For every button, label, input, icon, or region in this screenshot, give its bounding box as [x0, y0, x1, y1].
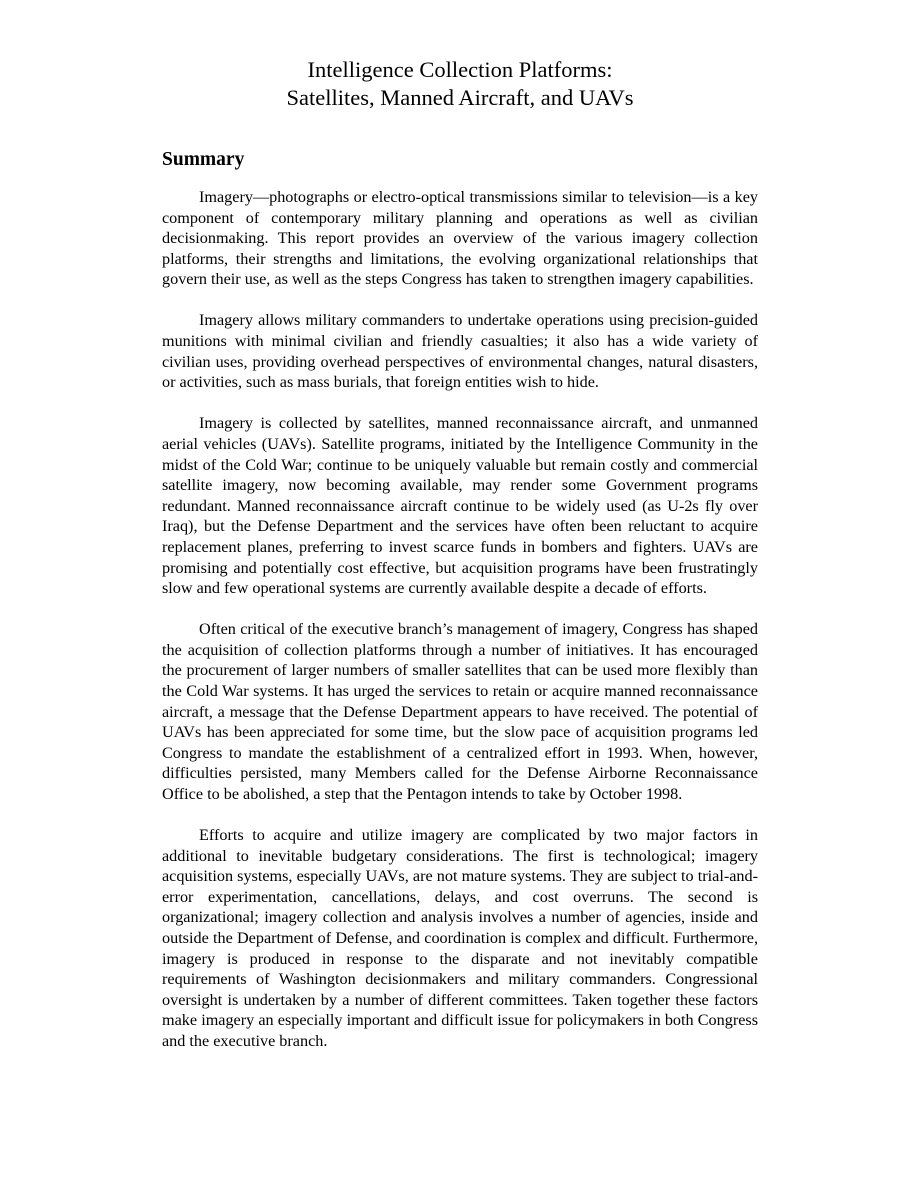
- title-line-1: Intelligence Collection Platforms:: [307, 57, 613, 82]
- summary-heading: Summary: [162, 149, 245, 170]
- paragraph-4: Often critical of the executive branch’s management of imagery, Congress has shaped the acquisition of collection platforms through a number of initiatives. It has encouraged the procurement of larger numbers of smaller satellites that can be used more flexibly than the Cold War systems. It has urged the services to retain or acquire manned reconnaissance aircraft, a message that the Defense Department appears to have received. The potential of UAVs has been appreciated for some time, but the slow pace of acquisition programs led Congress to mandate the establishment of a centralized effort in 1993. When, however, difficulties persisted, many Members called for the Defense Airborne Reconnaissance Office to be abolished, a step that the Pentagon intends to take by October 1998.: [162, 620, 758, 803]
- paragraph-5: Efforts to acquire and utilize imagery are complicated by two major factors in additional to inevitable budgetary considerations. The first is technological; imagery acquisition systems, especially UAVs, are not mature systems. They are subject to trial-and-error experimentation, cancellations, delays, and cost overruns. The second is organizational; imagery collection and analysis involves a number of agencies, inside and outside the Department of Defense, and coordination is complex and difficult. Furthermore, imagery is produced in response to the disparate and not inevitably compatible requirements of Washington decisionmakers and military commanders. Congressional oversight is undertaken by a number of different committees. Taken together these factors make imagery an especially important and difficult issue for policymakers in both Congress and the executive branch.: [162, 826, 758, 1050]
- paragraph-2: Imagery allows military commanders to undertake operations using precision-guided munitions with minimal civilian and friendly casualties; it also has a wide variety of civilian uses, providing overhead perspectives of environmental changes, natural disasters, or activities, such as mass burials, that foreign entities wish to hide.: [162, 311, 758, 392]
- document-title: [162, 56, 758, 112]
- title-line-2: Satellites, Manned Aircraft, and UAVs: [286, 85, 634, 110]
- document-page: [162, 56, 758, 1072]
- paragraph-1: Imagery—photographs or electro-optical transmissions similar to television—is a key component of contemporary military planning and operations as well as civilian decisionmaking. This report provides an overview of the various imagery collection platforms, their strengths and limitations, the evolving organizational relationships that govern their use, as well as the steps Congress has taken to strengthen imagery capabilities.: [162, 188, 758, 289]
- paragraph-3: Imagery is collected by satellites, manned reconnaissance aircraft, and unmanned aerial vehicles (UAVs). Satellite programs, initiated by the Intelligence Community in the midst of the Cold War; continue to be uniquely valuable but remain costly and commercial satellite imagery, now becoming available, may render some Government programs redundant. Manned reconnaissance aircraft continue to be widely used (as U-2s fly over Iraq), but the Defense Department and the services have often been reluctant to acquire replacement planes, preferring to invest scarce funds in bombers and fighters. UAVs are promising and potentially cost effective, but acquisition programs have been frustratingly slow and few operational systems are currently available despite a decade of efforts.: [162, 414, 758, 598]
